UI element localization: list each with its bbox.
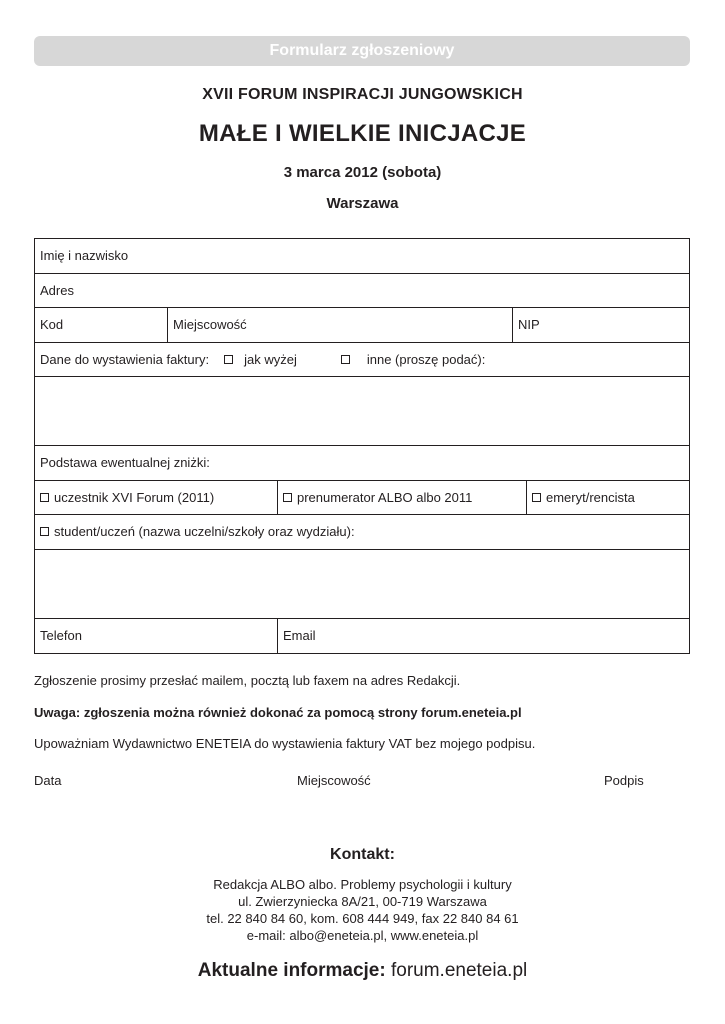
- discount-student-checkbox[interactable]: [40, 527, 49, 536]
- vat-authorization: Upoważniam Wydawnictwo ENETEIA do wystawienia faktury VAT bez mojego podpisu.: [34, 736, 536, 751]
- footer-url[interactable]: forum.eneteia.pl: [390, 960, 528, 981]
- invoice-options: [35, 343, 689, 377]
- discount-subscriber-label: prenumerator ALBO albo 2011: [297, 489, 473, 505]
- invoice-label: Dane do wystawienia faktury:: [40, 351, 210, 367]
- code-town-nip-row: [35, 308, 689, 343]
- discount-forum-checkbox[interactable]: [40, 493, 49, 502]
- school-details-field[interactable]: [35, 550, 689, 618]
- discount-student-option[interactable]: [35, 515, 689, 549]
- address-row: [35, 274, 689, 309]
- nip-label: NIP: [518, 317, 540, 333]
- event-title: MAŁE I WIELKIE INICJACJE: [198, 120, 527, 147]
- contact-line-1: Redakcja ALBO albo. Problemy psychologii i kultury: [213, 877, 512, 892]
- discount-student-row: [35, 515, 689, 550]
- invoice-row: [35, 343, 689, 378]
- discount-subscriber-option[interactable]: [277, 481, 526, 515]
- contact-line-3: tel. 22 840 84 60, kom. 608 444 949, fax 22 840 84 61: [206, 911, 519, 926]
- discount-header-row: [35, 446, 689, 481]
- signature-sign-label: Podpis: [604, 773, 644, 788]
- town-label: Miejscowość: [173, 317, 247, 333]
- invoice-details-row: [35, 377, 689, 446]
- invoice-same-checkbox[interactable]: [224, 355, 233, 364]
- discount-student-label: student/uczeń (nazwa uczelni/szkoły oraz wydziału):: [54, 524, 355, 540]
- postal-code-field[interactable]: [35, 308, 167, 342]
- invoice-same-label: jak wyżej: [244, 351, 297, 367]
- event-city: Warszawa: [326, 195, 399, 212]
- phone-field[interactable]: [35, 619, 277, 654]
- discount-retiree-checkbox[interactable]: [532, 493, 541, 502]
- town-field[interactable]: [167, 308, 512, 342]
- invoice-other-label: inne (proszę podać):: [366, 351, 486, 367]
- contact-line-4: e-mail: albo@eneteia.pl, www.eneteia.pl: [246, 928, 479, 943]
- footer-label: Aktualne informacje:: [197, 960, 386, 981]
- address-label: Adres: [40, 282, 74, 298]
- discount-options-row: [35, 481, 689, 516]
- discount-forum-label: uczestnik XVI Forum (2011): [54, 489, 215, 505]
- email-field[interactable]: [277, 619, 689, 654]
- name-label: Imię i nazwisko: [40, 248, 129, 264]
- signature-place-label: Miejscowość: [297, 773, 371, 788]
- discount-retiree-option[interactable]: [526, 481, 689, 515]
- discount-subscriber-checkbox[interactable]: [283, 493, 292, 502]
- discount-forum-option[interactable]: [35, 481, 277, 515]
- contact-row: [35, 619, 689, 654]
- send-instructions: Zgłoszenie prosimy przesłać mailem, pocztą lub faxem na adres Redakcji.: [34, 673, 461, 688]
- discount-label: Podstawa ewentualnej zniżki:: [40, 455, 210, 471]
- contact-line-2: ul. Zwierzyniecka 8A/21, 00-719 Warszawa: [238, 894, 487, 909]
- signature-date-label: Data: [34, 773, 62, 788]
- invoice-details-field[interactable]: [35, 377, 689, 445]
- name-field[interactable]: [35, 239, 689, 273]
- event-name: XVII FORUM INSPIRACJI JUNGOWSKICH: [202, 86, 523, 103]
- nip-field[interactable]: [512, 308, 689, 342]
- online-notice: Uwaga: zgłoszenia można również dokonać za pomocą strony forum.eneteia.pl: [34, 705, 522, 720]
- school-details-row: [35, 550, 689, 619]
- email-label: Email: [283, 628, 316, 644]
- footer-info: [0, 960, 725, 982]
- phone-label: Telefon: [40, 628, 82, 644]
- discount-label-cell: [35, 446, 689, 480]
- address-field[interactable]: [35, 274, 689, 308]
- registration-form: [34, 238, 690, 654]
- postal-code-label: Kod: [40, 317, 64, 333]
- discount-retiree-label: emeryt/rencista: [546, 489, 635, 505]
- invoice-other-checkbox[interactable]: [341, 355, 350, 364]
- name-row: [35, 239, 689, 274]
- contact-heading: Kontakt:: [330, 846, 395, 863]
- form-title-banner: Formularz zgłoszeniowy: [34, 36, 690, 66]
- event-date: 3 marca 2012 (sobota): [283, 164, 442, 181]
